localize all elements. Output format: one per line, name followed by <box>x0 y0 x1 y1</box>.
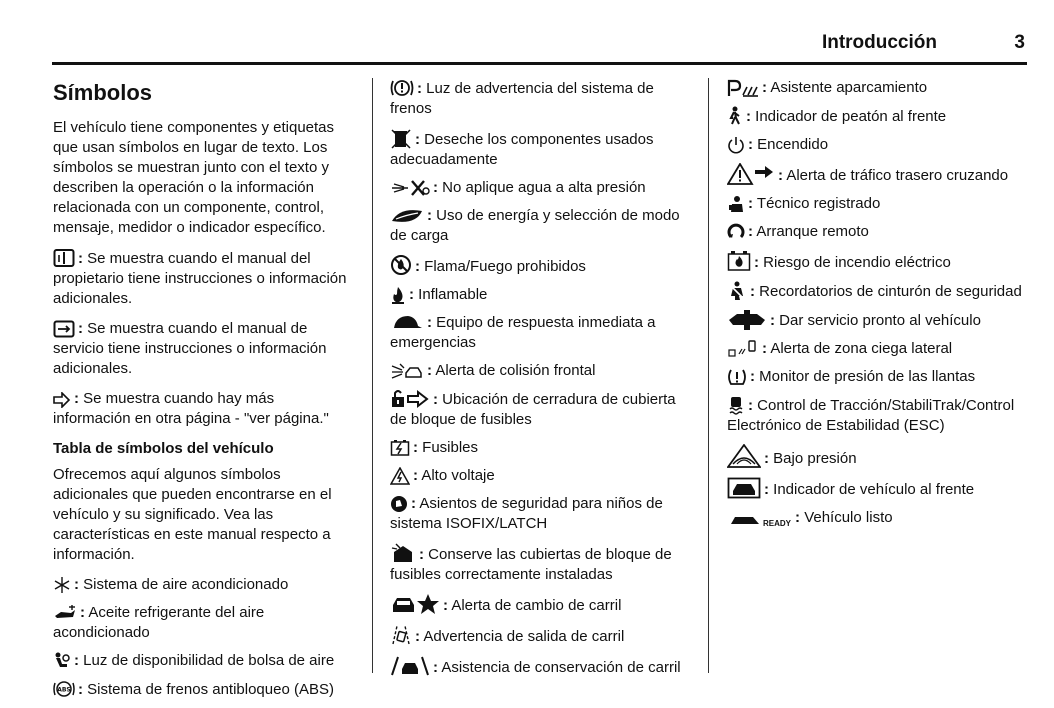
symbol-entry: : Fusibles <box>390 438 692 458</box>
brake-warning-icon <box>390 78 414 98</box>
vehicle-ahead-icon <box>727 477 761 499</box>
symbol-entry: : Técnico registrado <box>727 194 1027 214</box>
seatbelt-icon <box>727 281 747 301</box>
lane-keep-icon <box>390 655 430 677</box>
power-icon <box>727 136 745 154</box>
service-manual-icon <box>53 320 75 338</box>
column-divider <box>708 78 709 673</box>
ready-label: READY <box>763 519 792 528</box>
service-vehicle-icon <box>727 310 767 330</box>
section-title: Introducción <box>821 32 937 53</box>
column-1 <box>53 78 353 708</box>
arrow-note: : Se muestra cuando hay más información en otra página - "ver página." <box>53 390 329 427</box>
column-divider <box>372 78 373 673</box>
remote-start-icon <box>727 223 745 241</box>
symbol-entry: : Luz de advertencia del sistema de frenos <box>390 80 654 117</box>
symbol-entry: : Dar servicio pronto al vehículo <box>727 310 1027 331</box>
symbol-entry: : Arranque remoto <box>727 222 1027 242</box>
symbol-entry: : Luz de disponibilidad de bolsa de aire <box>53 651 353 671</box>
symbol-entry: : Asistente aparcamiento <box>727 78 1027 98</box>
cross-traffic-alert-icon <box>727 163 775 185</box>
symbol-entry: : Control de Tracción/StabiliTrak/Control Electrónico de Estabilidad (ESC) <box>727 397 1015 434</box>
vehicle-ready-icon <box>727 514 791 528</box>
symbol-entry: : No aplique agua a alta presión <box>390 178 692 198</box>
fuse-cover-icon <box>390 542 416 564</box>
arrow-right-icon <box>53 392 71 408</box>
symbol-entry: : Conserve las cubiertas de bloque de fusibles correctamente instaladas <box>390 542 692 585</box>
column-2 <box>390 78 692 686</box>
symbol-entry: : Riesgo de incendio eléctrico <box>727 250 1027 273</box>
symbol-entry: : Deseche los componentes usados adecuadamente <box>390 127 692 170</box>
intro-paragraph: El vehículo tiene componentes y etiquetas que usan símbolos en lugar de texto. Los símbolos se muestran junto con el texto y describen la operación o la información relacionada con un componente, control, mensaje, medidor o indicador específico. <box>53 119 335 236</box>
symbol-entry: : Sistema de aire acondicionado <box>53 575 353 595</box>
page-number: 3 <box>1014 32 1025 53</box>
symbol-entry: : Ubicación de cerradura de cubierta de bloque de fusibles <box>390 391 676 428</box>
snowflake-icon <box>53 576 71 594</box>
flammable-icon <box>390 286 406 304</box>
service-note: : Se muestra cuando el manual de servicio tiene instrucciones o información adicionales. <box>53 320 327 377</box>
lock-arrow-icon <box>390 389 430 409</box>
child-seat-icon <box>390 495 408 513</box>
pedestrian-icon <box>727 106 743 126</box>
symbol-entry: : Alerta de colisión frontal <box>390 361 692 381</box>
manual-note: : Se muestra cuando el manual del propietario tiene instrucciones o información adicionales. <box>53 250 347 307</box>
emergency-helmet-icon <box>390 314 424 332</box>
lane-departure-icon <box>390 624 412 646</box>
park-assist-icon <box>727 79 759 97</box>
table-intro: Ofrecemos aquí algunos símbolos adicionales que pueden encontrarse en el vehículo y su significado. Vea las características en este manual respecto a información. <box>53 466 332 563</box>
owner-manual-icon <box>53 248 75 268</box>
airbag-icon <box>53 652 71 670</box>
symbol-entry: : Flama/Fuego prohibidos <box>390 254 692 277</box>
symbol-entry: : Asistencia de conservación de carril <box>390 655 692 678</box>
symbol-entry: ABS : Sistema de frenos antibloqueo (ABS) <box>53 679 353 700</box>
blind-zone-icon <box>727 340 759 358</box>
electrical-fire-icon <box>727 250 751 272</box>
low-pressure-icon <box>727 444 761 468</box>
symbol-entry: : Advertencia de salida de carril <box>390 624 692 647</box>
symbol-entry: : Uso de energía y selección de modo de carga <box>390 207 680 244</box>
no-flame-icon <box>390 254 412 276</box>
symbol-entry: : Alerta de zona ciega lateral <box>727 339 1027 359</box>
column-3 <box>727 78 1027 536</box>
symbol-entry: : Indicador de peatón al frente <box>727 106 1027 127</box>
lane-change-icon <box>390 593 440 615</box>
collision-alert-icon <box>390 362 424 380</box>
high-voltage-icon <box>390 467 410 485</box>
symbol-entry: : Equipo de respuesta inmediata a emergencias <box>390 314 656 351</box>
symbol-entry: : Alerta de tráfico trasero cruzando <box>727 163 1027 186</box>
fuse-icon <box>390 439 410 457</box>
symbol-entry: READY : Vehículo listo <box>727 508 1027 528</box>
symbol-entry: : Monitor de presión de las llantas <box>727 367 1027 387</box>
svg-text:ABS: ABS <box>57 686 71 694</box>
table-title: Tabla de símbolos del vehículo <box>53 440 274 457</box>
symbol-entry: : Asientos de seguridad para niños de sistema ISOFIX/LATCH <box>390 495 663 532</box>
symbol-entry: : Indicador de vehículo al frente <box>727 477 1027 500</box>
page-header <box>52 28 1027 65</box>
abs-icon <box>53 679 75 699</box>
symbol-entry: : Alerta de cambio de carril <box>390 593 692 616</box>
no-water-spray-icon <box>390 179 430 197</box>
page-title: Símbolos <box>53 80 153 105</box>
tire-pressure-icon <box>727 368 747 386</box>
leaf-energy-icon <box>390 207 424 225</box>
disposal-bin-icon <box>390 127 412 149</box>
symbol-entry: : Inflamable <box>390 285 692 305</box>
symbol-entry: : Encendido <box>727 135 1027 155</box>
technician-icon <box>727 195 745 213</box>
symbol-entry: : Alto voltaje <box>390 466 692 486</box>
symbol-entry: : Recordatorios de cinturón de seguridad <box>727 281 1027 302</box>
symbol-entry: : Bajo presión <box>727 444 1027 469</box>
symbol-entry: : Aceite refrigerante del aire acondicionado <box>53 604 265 641</box>
refrigerant-oil-icon <box>53 604 77 622</box>
traction-control-icon <box>727 395 745 415</box>
